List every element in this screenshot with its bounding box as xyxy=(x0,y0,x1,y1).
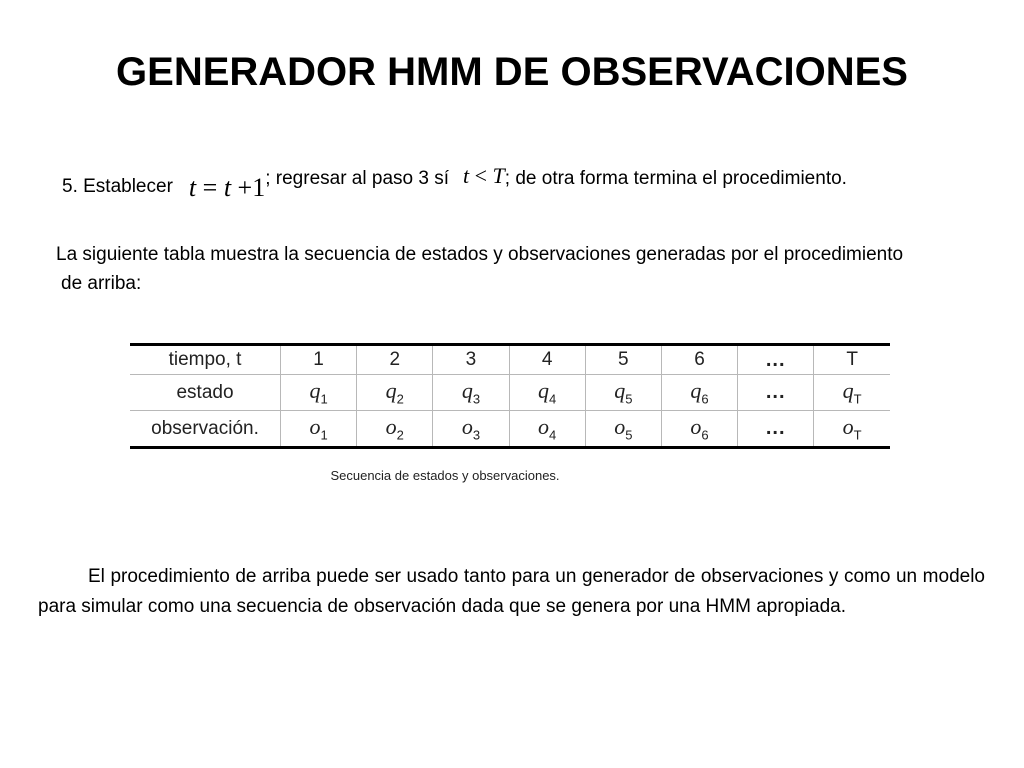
observation-cell: $o_4$ xyxy=(509,411,585,448)
eq1-num: 1 xyxy=(252,173,266,202)
sequence-table xyxy=(130,343,890,449)
observation-cell: $o_6$ xyxy=(661,411,737,448)
eq2-op: < xyxy=(474,163,488,188)
step-end-text: ; de otra forma termina el procedimiento. xyxy=(504,168,847,189)
header-cell: tiempo, t xyxy=(130,345,281,375)
observation-row xyxy=(130,411,890,448)
table-caption: Secuencia de estados y observaciones. xyxy=(330,468,560,483)
eq1-lhs: t xyxy=(188,173,197,202)
observation-cell: $o_T$ xyxy=(814,411,890,448)
state-cell: $q_5$ xyxy=(585,375,661,411)
header-cell: ... xyxy=(738,345,814,375)
slide-title: GENERADOR HMM DE OBSERVACIONES xyxy=(116,50,908,94)
observation-cell: $o_2$ xyxy=(357,411,433,448)
state-cell: $q_4$ xyxy=(509,375,585,411)
state-cell-ellipsis: ... xyxy=(738,375,814,411)
observation-cell: $o_3$ xyxy=(433,411,509,448)
eq1-plus: + xyxy=(237,173,253,202)
intro-line-2: de arriba: xyxy=(61,273,142,294)
state-cell: $q_6$ xyxy=(661,375,737,411)
header-row xyxy=(130,345,890,375)
state-cell: $q_3$ xyxy=(433,375,509,411)
observation-cell: $o_5$ xyxy=(585,411,661,448)
observation-cell-ellipsis: ... xyxy=(738,411,814,448)
eq2-lhs: t xyxy=(462,163,470,188)
state-cell: $q_1$ xyxy=(281,375,357,411)
state-cell: $q_2$ xyxy=(357,375,433,411)
observation-cell: $o_1$ xyxy=(281,411,357,448)
header-cell: 5 xyxy=(585,345,661,375)
closing-paragraph: El procedimiento de arriba puede ser usado tanto para un generador de observaciones y como un modelo para simular como una secuencia de observación dada que se genera por una HMM apropiada. xyxy=(38,566,985,617)
row-label: estado xyxy=(130,375,281,411)
state-cell: $q_T$ xyxy=(814,375,890,411)
step-middle-text: ; regresar al paso 3 sí xyxy=(265,168,449,189)
header-cell: 2 xyxy=(357,345,433,375)
eq2-rhs: T xyxy=(492,163,505,188)
condition-equation xyxy=(463,160,505,204)
header-cell: 1 xyxy=(281,345,357,375)
header-cell: 3 xyxy=(433,345,509,375)
header-cell: 4 xyxy=(509,345,585,375)
state-row xyxy=(130,375,890,411)
row-label: observación. xyxy=(130,411,281,448)
eq1-rhs-var: t xyxy=(223,173,232,202)
intro-line-1: La siguiente tabla muestra la secuencia de estados y observaciones generadas por el procedimiento xyxy=(56,244,904,265)
intro-paragraph xyxy=(56,240,1001,298)
step-five xyxy=(62,164,847,204)
header-cell: 6 xyxy=(661,345,737,375)
eq1-op: = xyxy=(202,173,218,202)
header-cell: T xyxy=(814,345,890,375)
sequence-table-figure xyxy=(130,343,890,449)
step-label: 5. Establecer xyxy=(62,176,173,197)
increment-equation xyxy=(189,172,265,204)
